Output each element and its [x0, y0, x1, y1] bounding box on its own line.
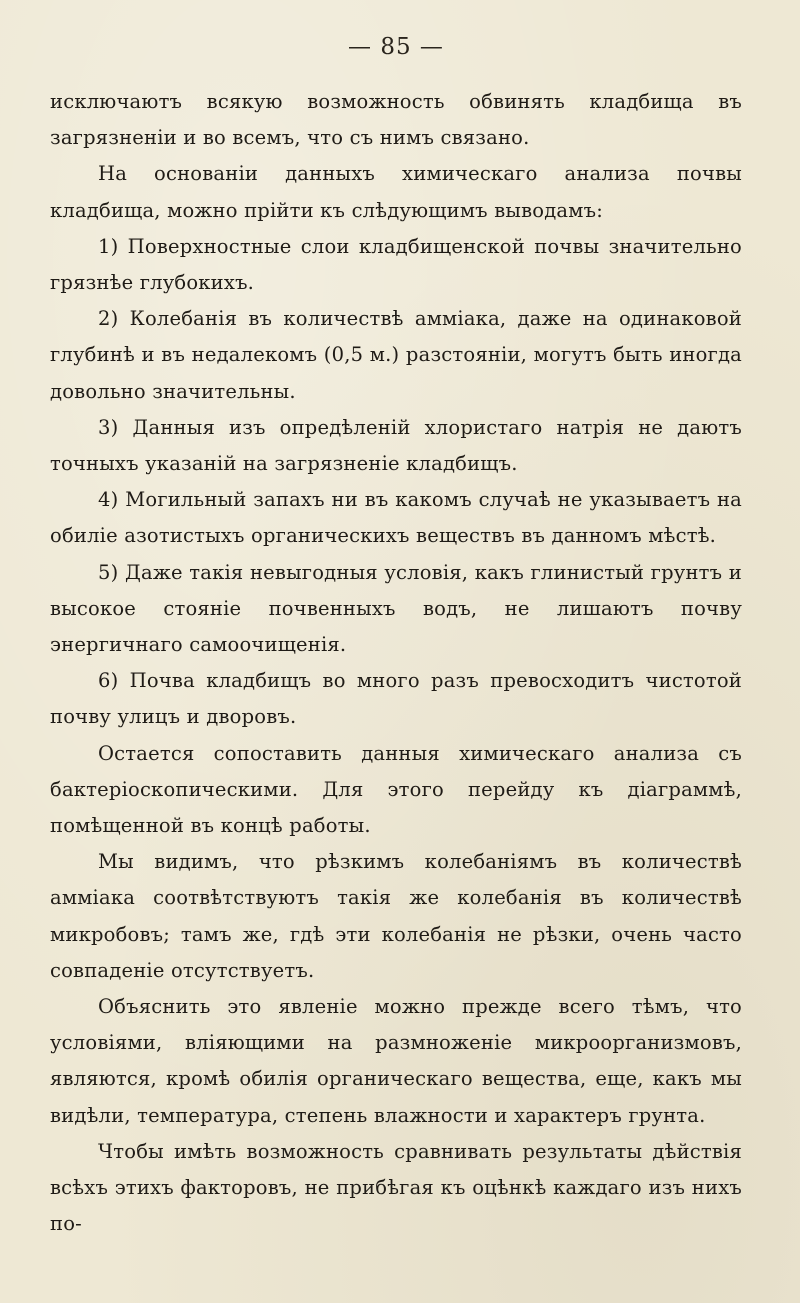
paragraph: исключаютъ всякую возможность обвинять кладбища въ загрязненіи и во всемъ, что съ нимъ связано.	[50, 90, 742, 150]
paragraph: Чтобы имѣть возможность сравнивать результаты дѣйствія всѣхъ этихъ факторовъ, не прибѣгая къ оцѣнкѣ каждаго изъ нихъ по-	[50, 1139, 742, 1236]
page-number: — 85 —	[348, 34, 444, 60]
conclusion-item: 5) Даже такія невыгодныя условія, какъ глинистый грунтъ и высокое стояніе почвенныхъ водъ, не лишаютъ почву энергичнаго самоочищенія.	[50, 560, 742, 657]
body-text	[50, 84, 742, 1243]
conclusion-item: 1) Поверхностные слои кладбищенской почвы значительно грязнѣе глубокихъ.	[50, 234, 742, 295]
paragraph: Мы видимъ, что рѣзкимъ колебаніямъ въ количествѣ амміака соотвѣтствуютъ такія же колебанія въ количествѣ микробовъ; тамъ же, гдѣ эти колебанія не рѣзки, очень часто совпаденіе отсутствуетъ.	[50, 850, 742, 982]
paragraph: На основаніи данныхъ химическаго анализа почвы кладбища, можно прійти къ слѣдующимъ выводамъ:	[50, 162, 742, 222]
paragraph: Объяснить это явленіе можно прежде всего тѣмъ, что условіями, вліяющими на размноженіе микроорганизмовъ, являются, кромѣ обилія органическаго вещества, еще, какъ мы видѣли, температура, степень влажности и характеръ грунта.	[50, 995, 742, 1127]
conclusion-item: 4) Могильный запахъ ни въ какомъ случаѣ не указываетъ на обиліе азотистыхъ органическихъ веществъ въ данномъ мѣстѣ.	[50, 488, 742, 548]
conclusion-item: 6) Почва кладбищъ во много разъ превосходитъ чистотой почву улицъ и дворовъ.	[50, 669, 742, 729]
conclusion-item: 2) Колебанія въ количествѣ амміака, даже на одинаковой глубинѣ и въ недалекомъ (0,5 м.) разстояніи, могутъ быть иногда довольно значительны.	[50, 307, 742, 403]
paragraph: Остается сопоставить данныя химическаго анализа съ бактеріоскопическими. Для этого перейду къ діаграммѣ, помѣщенной въ концѣ работы.	[50, 741, 742, 838]
conclusion-item: 3) Данныя изъ опредѣленій хлористаго натрія не даютъ точныхъ указаній на загрязненіе кладбищъ.	[50, 415, 742, 476]
